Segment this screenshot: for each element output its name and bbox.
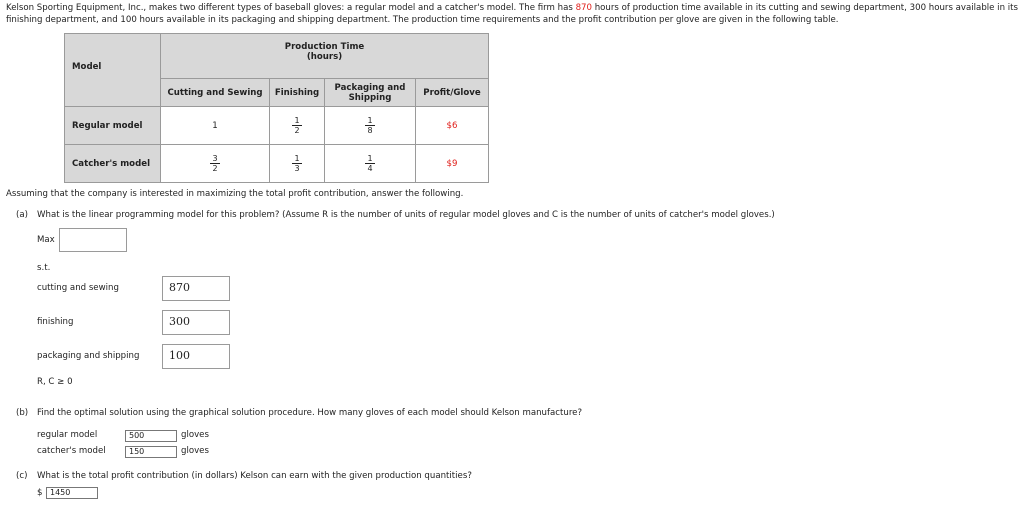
constraint-input-cutting[interactable]: 870	[162, 276, 230, 301]
constraint-input-finishing[interactable]: 300	[162, 310, 230, 335]
st-label: s.t.	[37, 263, 51, 273]
gloves-unit-catcher: gloves	[181, 446, 209, 456]
total-profit-input[interactable]: 1450	[46, 487, 98, 499]
production-time-header: Production Time (hours)	[161, 34, 489, 79]
constraint-label-finishing: finishing	[37, 317, 74, 327]
col-cutting-sewing: Cutting and Sewing	[161, 79, 270, 107]
part-b-question: Find the optimal solution using the graphical solution procedure. How many gloves of each model should Kelson manufacture?	[37, 408, 583, 418]
max-label: Max	[37, 235, 55, 245]
table-row	[65, 107, 489, 145]
regular-cutting: 1	[161, 107, 270, 145]
table-row	[65, 145, 489, 183]
catcher-finishing: $\frac{1}{3}$	[270, 145, 325, 183]
gloves-unit-regular: gloves	[181, 430, 209, 440]
constraint-input-packaging[interactable]: 100	[162, 344, 230, 369]
catcher-cutting: $\frac{3}{2}$	[161, 145, 270, 183]
regular-packaging: $\frac{1}{8}$	[325, 107, 416, 145]
row-label-catcher: Catcher's model	[65, 145, 161, 183]
regular-finishing: $\frac{1}{2}$	[270, 107, 325, 145]
assuming-text: Assuming that the company is interested in maximizing the total profit contribution, answer the following.	[6, 189, 464, 199]
catcher-packaging: $\frac{1}{4}$	[325, 145, 416, 183]
model-header: Model	[65, 34, 161, 107]
problem-intro: Kelson Sporting Equipment, Inc., makes two different types of baseball gloves: a regular model and a catcher's model. The firm has 870 hours of production time available in its cutting and sewing department, 300 hours available in its finishing department, and 100 hours available in its packaging and shipping department. The production time requirements and the profit contribution per glove are given in the following table.	[6, 3, 1018, 25]
part-c-letter: (c)	[16, 471, 28, 481]
objective-input[interactable]	[59, 228, 127, 252]
catcher-model-label: catcher's model	[37, 446, 106, 456]
nonnegativity-text: R, C ≥ 0	[37, 377, 73, 387]
col-packaging-shipping: Packaging and Shipping	[325, 79, 416, 107]
production-table	[64, 33, 489, 183]
catcher-profit: $9	[416, 145, 489, 183]
part-a-question: What is the linear programming model for this problem? (Assume R is the number of units of regular model gloves and C is the number of units of catcher's model gloves.)	[37, 210, 775, 220]
row-label-regular: Regular model	[65, 107, 161, 145]
catcher-model-input[interactable]: 150	[125, 446, 177, 458]
currency-symbol: $	[37, 488, 43, 498]
regular-model-label: regular model	[37, 430, 98, 440]
col-finishing: Finishing	[270, 79, 325, 107]
constraint-label-packaging: packaging and shipping	[37, 351, 140, 361]
constraint-label-cutting: cutting and sewing	[37, 283, 119, 293]
hours-cutting-value: 870	[575, 3, 592, 13]
part-c-question: What is the total profit contribution (in dollars) Kelson can earn with the given production quantities?	[37, 471, 472, 481]
part-a-letter: (a)	[16, 210, 28, 220]
regular-profit: $6	[416, 107, 489, 145]
regular-model-input[interactable]: 500	[125, 430, 177, 442]
col-profit-glove: Profit/Glove	[416, 79, 489, 107]
part-b-letter: (b)	[16, 408, 29, 418]
